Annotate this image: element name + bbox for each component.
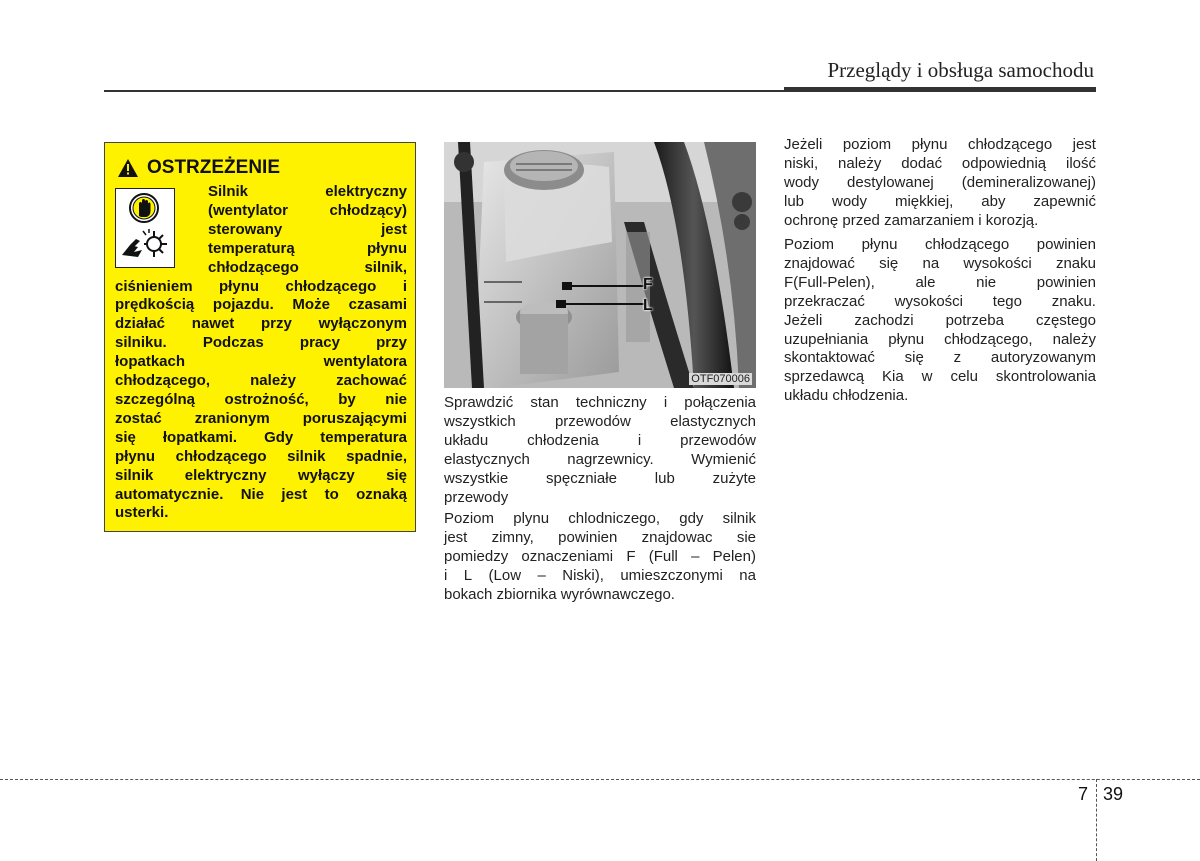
word: się bbox=[386, 466, 407, 484]
word: z bbox=[953, 349, 962, 367]
word: chlodniczego, bbox=[568, 510, 661, 527]
text-line bbox=[115, 410, 407, 429]
word: powinien bbox=[558, 528, 618, 546]
word: płynu bbox=[911, 136, 948, 153]
word: płynu bbox=[861, 236, 898, 253]
word: Sprawdzić bbox=[444, 394, 514, 411]
word: wysokości bbox=[963, 254, 1032, 272]
word: połączenia bbox=[684, 394, 756, 411]
warning-body bbox=[115, 183, 407, 523]
word: temperatura bbox=[320, 428, 407, 446]
word: ilość bbox=[1065, 154, 1096, 172]
text-line bbox=[115, 353, 407, 372]
word: wyłączy bbox=[297, 466, 355, 484]
coolant-level-paragraph bbox=[444, 510, 756, 605]
coolant-topup-paragraph bbox=[784, 136, 1096, 231]
word: się bbox=[115, 428, 136, 446]
word: Kia bbox=[882, 368, 904, 386]
word: pomiedzy bbox=[444, 547, 509, 565]
word: dodać bbox=[901, 154, 943, 172]
word: zimny, bbox=[491, 528, 534, 546]
word: lub bbox=[654, 469, 675, 487]
word: wszystkie bbox=[444, 469, 509, 487]
text-line bbox=[784, 293, 1096, 312]
word: czasami bbox=[348, 296, 407, 314]
word: wysokości bbox=[894, 292, 963, 310]
word: przy bbox=[261, 315, 292, 333]
word: na bbox=[922, 254, 940, 272]
word: chłodzącego bbox=[208, 258, 299, 276]
word: i bbox=[637, 431, 642, 449]
word: nie bbox=[385, 390, 407, 408]
word: wody bbox=[831, 192, 868, 210]
word: jest bbox=[281, 485, 308, 503]
figure-code: OTF070006 bbox=[691, 373, 750, 385]
word: Gdy bbox=[264, 428, 294, 446]
word: temperaturą bbox=[208, 239, 295, 257]
text-line bbox=[444, 470, 756, 489]
word: sterowany bbox=[208, 220, 283, 238]
coolant-mark-paragraph bbox=[784, 236, 1096, 406]
word: (Full bbox=[648, 547, 678, 565]
warning-box bbox=[104, 142, 416, 532]
text-line bbox=[784, 212, 1096, 231]
text-line bbox=[115, 429, 407, 448]
word: chłodzący) bbox=[329, 201, 407, 219]
word: stan bbox=[530, 394, 559, 411]
word: silnik bbox=[722, 510, 756, 527]
word: usterki. bbox=[115, 504, 169, 522]
text-line bbox=[784, 174, 1096, 193]
text-line bbox=[115, 334, 407, 353]
chapter-number: 7 bbox=[1078, 784, 1089, 804]
word: – bbox=[691, 547, 700, 565]
word: układu bbox=[444, 431, 489, 449]
word: to bbox=[324, 485, 339, 503]
word: i bbox=[444, 566, 448, 584]
word: chłodzącego bbox=[175, 447, 267, 465]
text-line bbox=[115, 221, 407, 240]
word: przy bbox=[376, 334, 407, 352]
text-line bbox=[784, 155, 1096, 174]
word: na bbox=[739, 566, 756, 584]
word: Niski), bbox=[562, 566, 604, 584]
text-line bbox=[444, 413, 756, 432]
word: znajdować bbox=[784, 254, 855, 272]
word: przewodów bbox=[554, 412, 631, 430]
word: by bbox=[338, 390, 356, 408]
text-line bbox=[444, 489, 756, 508]
word: odpowiednią bbox=[961, 154, 1047, 172]
text-line bbox=[115, 278, 407, 297]
page-header-title: Przeglądy i obsługa samochodu bbox=[827, 58, 1094, 82]
warning-title: OSTRZEŻENIE bbox=[147, 157, 281, 178]
text-line bbox=[784, 312, 1096, 331]
word: zostać bbox=[115, 409, 162, 427]
text-line bbox=[784, 236, 1096, 255]
header-rule-accent bbox=[784, 87, 1096, 92]
word: płynu bbox=[367, 239, 407, 257]
text-line bbox=[444, 451, 756, 470]
word: jest bbox=[1072, 136, 1096, 153]
word: elektryczny bbox=[325, 183, 407, 200]
word: tego bbox=[992, 292, 1022, 310]
word: silniku. bbox=[115, 334, 167, 352]
word: celu bbox=[950, 368, 978, 386]
word: sprzedawcą bbox=[784, 368, 865, 386]
word: Silnik bbox=[208, 183, 249, 200]
engine-coolant-photo bbox=[444, 142, 756, 388]
text-line bbox=[115, 486, 407, 505]
word: działać bbox=[115, 315, 166, 333]
word: znajdowac bbox=[641, 528, 713, 546]
word: łopatkami. bbox=[162, 428, 238, 446]
word: oznaką bbox=[356, 485, 407, 503]
word: silnik bbox=[115, 466, 154, 484]
text-line bbox=[444, 394, 756, 413]
text-line bbox=[115, 448, 407, 467]
text-line bbox=[784, 331, 1096, 350]
word: znaku. bbox=[1051, 292, 1096, 310]
word: zachodzi bbox=[854, 311, 914, 329]
level-mark-low: L bbox=[643, 297, 653, 314]
word: w bbox=[921, 368, 933, 386]
word: skontrolowania bbox=[995, 368, 1096, 386]
word: Nie bbox=[240, 485, 265, 503]
word: lub bbox=[784, 192, 805, 210]
word: aby bbox=[981, 192, 1006, 210]
text-line bbox=[115, 372, 407, 391]
word: chłodzącego, bbox=[944, 330, 1033, 348]
level-mark-full: F bbox=[643, 276, 653, 293]
word: zranionym bbox=[194, 409, 270, 427]
footer-rule bbox=[0, 779, 1200, 780]
word: prędkością bbox=[115, 296, 195, 314]
word: chłodzenia bbox=[527, 431, 599, 449]
word: F(Full-Pelen), bbox=[784, 273, 875, 291]
word: Podczas bbox=[202, 334, 264, 352]
word: łopatkach bbox=[115, 353, 186, 371]
word: Jeżeli bbox=[784, 311, 823, 329]
word: silnik bbox=[287, 447, 326, 465]
word: przewodów bbox=[680, 431, 756, 449]
word: powinien bbox=[1036, 236, 1096, 253]
word: należy bbox=[838, 154, 882, 172]
text-line bbox=[784, 349, 1096, 368]
word: F bbox=[626, 547, 636, 565]
word: – bbox=[537, 566, 546, 584]
word: Może bbox=[292, 296, 330, 314]
word: miękkiej, bbox=[894, 192, 954, 210]
word: częstego bbox=[1035, 311, 1096, 329]
page-number: 39 bbox=[1103, 784, 1124, 804]
text-line bbox=[784, 136, 1096, 155]
word: płynu bbox=[888, 330, 925, 348]
word: przekraczać bbox=[784, 292, 865, 310]
word: pojazdu. bbox=[212, 296, 274, 314]
word: przewody bbox=[444, 488, 509, 506]
text-line bbox=[784, 193, 1096, 212]
text-line bbox=[115, 296, 407, 315]
word: należy bbox=[250, 372, 296, 390]
word: Wymienić bbox=[691, 450, 756, 468]
word: automatycznie. bbox=[115, 485, 224, 503]
word: chłodzącego bbox=[967, 136, 1053, 153]
word: wody bbox=[784, 173, 820, 191]
word: ochronę przed zamarzaniem i korozją. bbox=[784, 211, 1039, 229]
text-line bbox=[115, 315, 407, 334]
footer-divider bbox=[1096, 779, 1097, 861]
word: niski, bbox=[784, 154, 819, 172]
text-line bbox=[784, 274, 1096, 293]
hose-inspection-paragraph bbox=[444, 394, 756, 507]
word: płynu bbox=[115, 447, 155, 465]
word: pracy bbox=[299, 334, 340, 352]
text-line bbox=[115, 504, 407, 523]
word: ale bbox=[915, 273, 936, 291]
word: Poziom bbox=[784, 236, 835, 253]
text-line bbox=[444, 529, 756, 548]
word: poruszającymi bbox=[302, 409, 407, 427]
text-line bbox=[444, 510, 756, 529]
word: znaku bbox=[1055, 254, 1096, 272]
text-line bbox=[115, 240, 407, 259]
word: zapewnić bbox=[1033, 192, 1096, 210]
word: chłodzącego bbox=[285, 277, 377, 295]
word: jest bbox=[444, 528, 468, 546]
word: techniczny bbox=[575, 394, 647, 411]
text-line bbox=[444, 586, 756, 605]
warning-triangle-icon bbox=[117, 158, 139, 178]
word: umieszczonymi bbox=[620, 566, 723, 584]
word: elektryczny bbox=[184, 466, 267, 484]
word: i bbox=[663, 394, 668, 411]
word: i bbox=[402, 277, 407, 295]
word: wentylatora bbox=[323, 353, 407, 371]
word: bokach zbiornika wyrównawczego. bbox=[444, 585, 675, 603]
word: się bbox=[879, 254, 899, 272]
word: ostrożność, bbox=[224, 390, 309, 408]
word: poziom bbox=[842, 136, 892, 153]
word: Pelen) bbox=[712, 547, 756, 565]
word: Jeżeli bbox=[784, 136, 823, 153]
word: plynu bbox=[513, 510, 550, 527]
word: chłodzącego, bbox=[115, 372, 211, 390]
word: elastycznych bbox=[670, 412, 756, 430]
text-line bbox=[115, 391, 407, 410]
warning-header bbox=[117, 157, 280, 179]
word: nie bbox=[976, 273, 997, 291]
word: nagrzewnicy. bbox=[567, 450, 654, 468]
word: (wentylator bbox=[208, 201, 289, 219]
word: gdy bbox=[679, 510, 704, 527]
word: elastycznych bbox=[444, 450, 530, 468]
word: zużyte bbox=[712, 469, 756, 487]
text-line bbox=[784, 368, 1096, 387]
word: silnik, bbox=[364, 258, 407, 276]
word: powinien bbox=[1036, 273, 1096, 291]
word: chłodzącego bbox=[924, 236, 1010, 253]
word: się bbox=[904, 349, 924, 367]
word: L bbox=[463, 566, 473, 584]
text-line bbox=[115, 259, 407, 278]
word: skontaktować bbox=[784, 349, 875, 367]
word: oznaczeniami bbox=[521, 547, 614, 565]
word: jest bbox=[381, 220, 407, 238]
text-line bbox=[444, 548, 756, 567]
word: płynu bbox=[219, 277, 260, 295]
word: potrzeba bbox=[945, 311, 1004, 329]
text-line bbox=[784, 387, 1096, 406]
word: (Low bbox=[488, 566, 522, 584]
text-line bbox=[115, 202, 407, 221]
engine-bay-illustration bbox=[444, 142, 756, 388]
text-line bbox=[444, 567, 756, 586]
word: wszystkich bbox=[444, 412, 516, 430]
word: ciśnieniem bbox=[115, 277, 193, 295]
word: spęczniałe bbox=[546, 469, 617, 487]
text-line bbox=[444, 432, 756, 451]
word: spadnie, bbox=[346, 447, 407, 465]
text-line bbox=[115, 183, 407, 202]
word: Poziom bbox=[444, 510, 495, 527]
word: układu chłodzenia. bbox=[784, 387, 909, 405]
word: autoryzowanym bbox=[990, 349, 1096, 367]
word: nawet bbox=[191, 315, 235, 333]
word: należy bbox=[1052, 330, 1096, 348]
word: szczególną bbox=[115, 390, 196, 408]
word: destylowanej bbox=[847, 173, 934, 191]
text-line bbox=[115, 467, 407, 486]
text-line bbox=[784, 255, 1096, 274]
word: wyłączonym bbox=[318, 315, 407, 333]
word: uzupełniania bbox=[784, 330, 869, 348]
word: sie bbox=[736, 528, 756, 546]
word: zachować bbox=[336, 372, 407, 390]
word: (demineralizowanej) bbox=[961, 173, 1096, 191]
